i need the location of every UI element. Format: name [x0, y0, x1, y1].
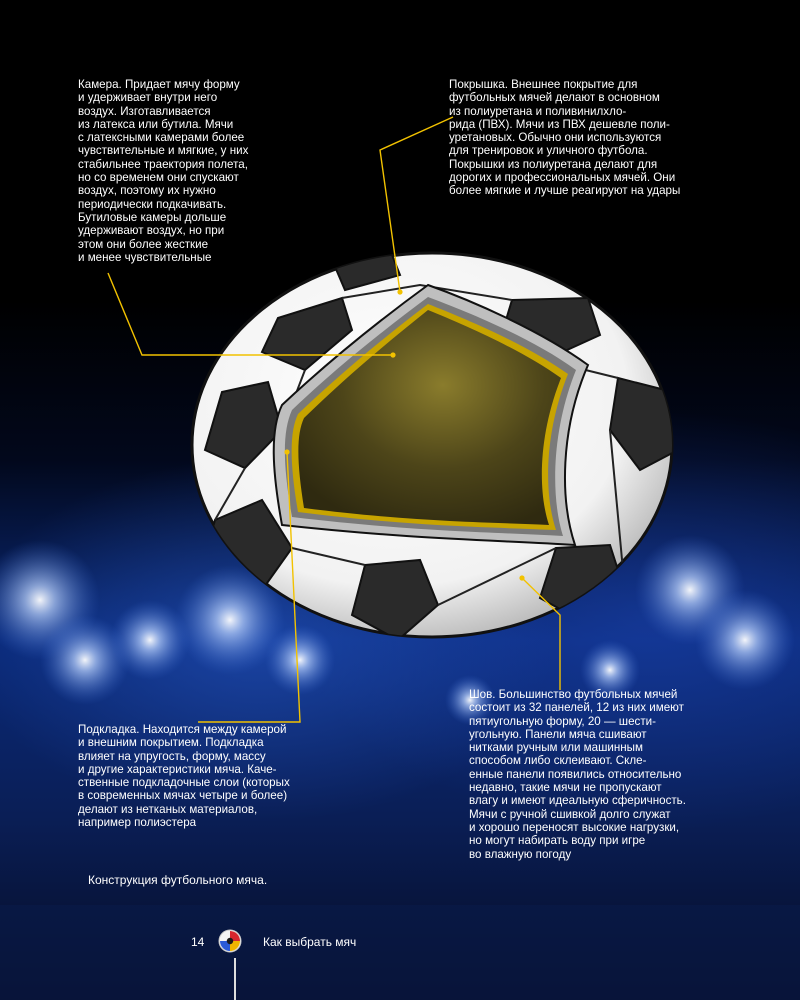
text-line: периодически подкачивать.	[78, 197, 227, 211]
text-line: из латекса или бутила. Мячи	[78, 117, 234, 131]
text-line: способом либо склеивают. Скле-	[469, 754, 647, 768]
text-line: делают из нетканых материалов,	[78, 802, 258, 816]
text-line: с латексными камерами более	[78, 131, 245, 145]
text-line: влагу и имеют идеальную сферичность.	[469, 794, 686, 808]
text-line: пятиугольную форму, 20 — шести-	[469, 714, 656, 728]
footer-divider	[234, 958, 236, 1000]
page-number: 14	[191, 935, 205, 949]
text-line: в современных мячах четыре и более)	[78, 789, 288, 803]
text-line: воздух. Изготавливается	[78, 104, 211, 118]
text-line: Покрышки из полиуретана делают для	[449, 157, 658, 171]
text-line: например полиэстера	[78, 816, 197, 830]
text-line: нитками ручным или машинным	[469, 741, 643, 755]
annotation-kamera	[78, 78, 248, 264]
text-line: Бутиловые камеры дольше	[78, 210, 227, 224]
ball-logo-icon	[218, 929, 242, 953]
text-line: недавно, такие мячи не пропускают	[469, 781, 662, 795]
annotation-pokryshka	[449, 78, 680, 198]
text-line: для тренировок и уличного футбола.	[449, 144, 648, 158]
text-line: и удерживает внутри него	[78, 91, 218, 105]
text-line: более мягкие и лучше реагируют на удары	[449, 184, 681, 198]
text-line: уретановых. Обычно они используются	[449, 131, 662, 145]
text-line: стабильнее траектория полета,	[78, 157, 248, 171]
text-line: Покрышка. Внешнее покрытие для	[449, 78, 638, 91]
text-line: состоит из 32 панелей, 12 из них имеют	[469, 701, 684, 715]
text-line: и менее чувствительные	[78, 250, 212, 264]
text-line: но могут набирать воду при игре	[469, 834, 646, 848]
text-line: Камера. Придает мячу форму	[78, 78, 240, 91]
text-line: из полиуретана и поливинилхло-	[449, 104, 627, 118]
text-line: и внешним покрытием. Подкладка	[78, 736, 264, 750]
figure-caption: Конструкция футбольного мяча.	[88, 873, 268, 887]
text-line: но со временем они спускают	[78, 171, 239, 185]
text-line: дорогих и профессиональных мячей. Они	[449, 171, 676, 185]
text-line: во влажную погоду	[469, 847, 572, 861]
text-line: енные панели появились относительно	[469, 767, 682, 781]
text-line: удерживают воздух, но при	[78, 224, 225, 238]
annotation-shov	[469, 688, 686, 861]
text-line: рида (ПВХ). Мячи из ПВХ дешевле поли-	[449, 117, 670, 131]
text-line: чувствительные и мягкие, у них	[78, 144, 249, 158]
annotation-podkladka	[78, 723, 290, 829]
text-line: Мячи с ручной сшивкой долго служат	[469, 807, 671, 821]
text-line: угольную. Панели мяча сшивают	[469, 727, 647, 741]
text-line: Подкладка. Находится между камерой	[78, 723, 287, 736]
text-line: и другие характеристики мяча. Каче-	[78, 762, 277, 776]
football	[192, 250, 678, 640]
text-line: влияет на упругость, форму, массу	[78, 749, 266, 763]
text-line: Шов. Большинство футбольных мячей	[469, 688, 678, 701]
text-line: ственные подкладочные слои (которых	[78, 776, 290, 790]
text-line: и хорошо переносят высокие нагрузки,	[469, 820, 680, 834]
text-line: футбольных мячей делают в основном	[449, 91, 660, 105]
running-title: Как выбрать мяч	[263, 935, 357, 949]
text-line: воздух, поэтому их нужно	[78, 184, 216, 198]
text-line: этом они более жесткие	[78, 237, 209, 251]
